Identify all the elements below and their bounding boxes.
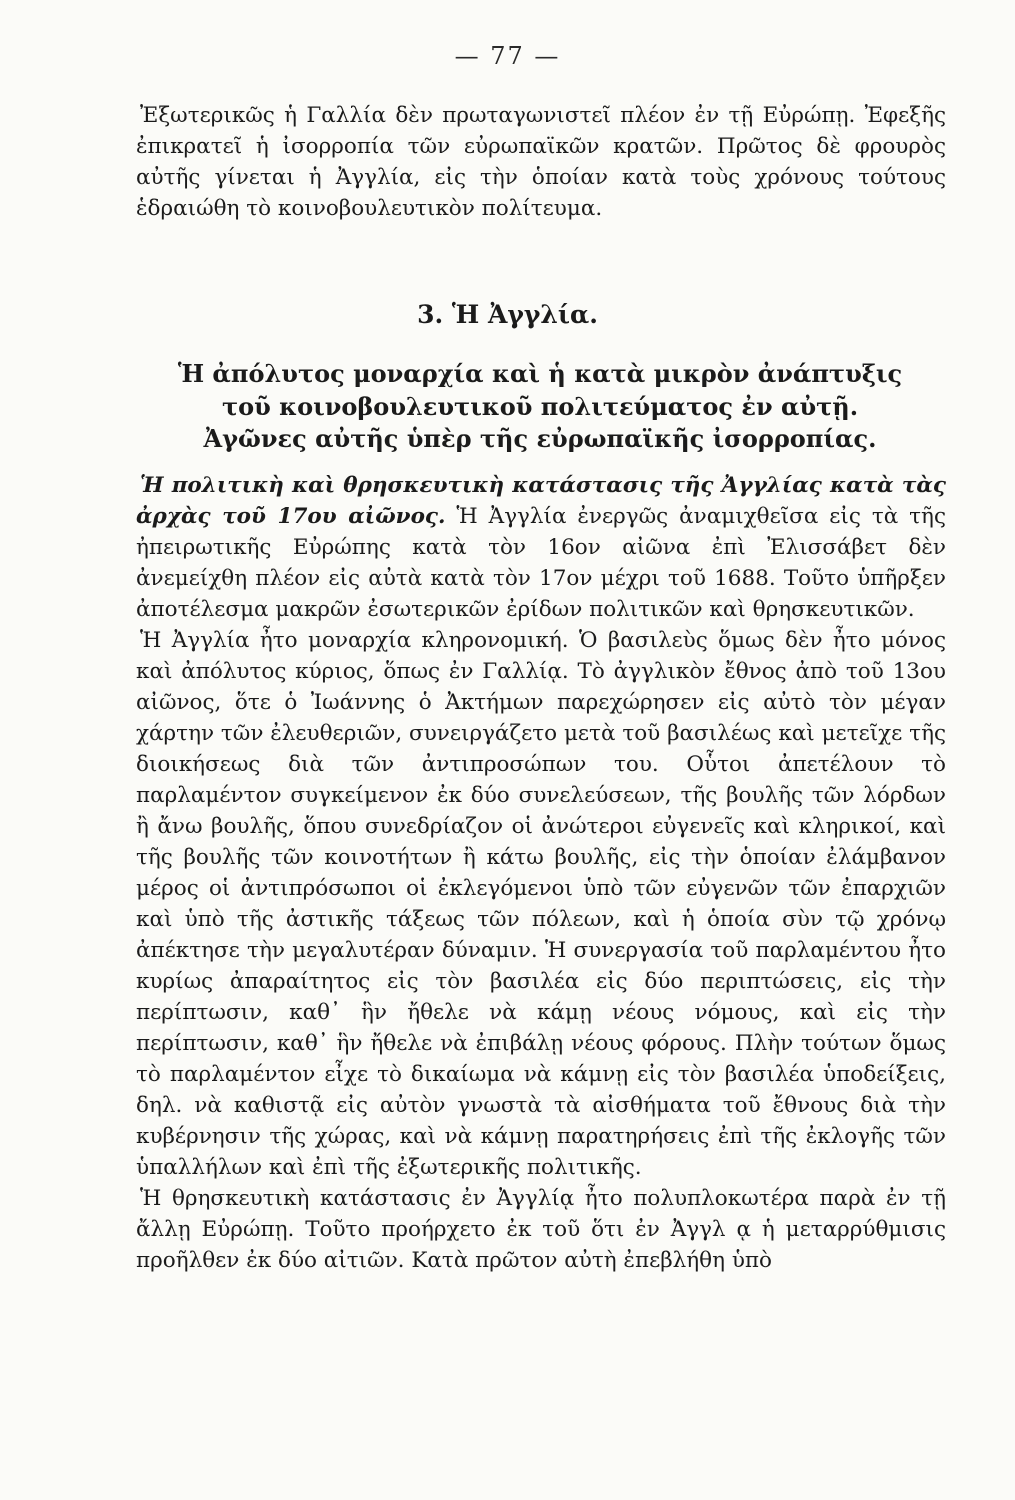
paragraph-3: Ἡ θρησκευτικὴ κατάστασις ἐν Ἀγγλίᾳ ἦτο πολυπλοκωτέρα παρὰ ἐν τῇ ἄλλῃ Εὐρώπῃ. Τοῦτο προήρχετο ἐκ τοῦ ὅτι ἐν Ἀγγλ ᾳ ἡ μεταρρύθμισις προῆλθεν ἐκ δύο αἰτιῶν. Κατὰ πρῶτον αὐτὴ ἐπεβλήθη ὑπὸ <box>136 1186 946 1273</box>
paragraph-2: Ἡ Ἀγγλία ἦτο μοναρχία κληρονομική. Ὁ βασιλεὺς ὅμως δὲν ἦτο μόνος καὶ ἀπόλυτος κύριος, ὅπως ἐν Γαλλίᾳ. Τὸ ἀγγλικὸν ἔθνος ἀπὸ τοῦ 13ου αἰῶνος, ὅτε ὁ Ἰωάννης ὁ Ἀκτήμων παρεχώρησεν εἰς αὐτὸ τὸν μέγαν χάρτην τῶν ἐλευθεριῶν, συνειργάζετο μετὰ τοῦ βασιλέως καὶ μετεῖχε τῆς διοικήσεως διὰ τῶν ἀντιπροσώπων του. Οὗτοι ἀπετέλουν τὸ παρλαμέντον συγκείμενον ἐκ δύο συνελεύσεων, τῆς βουλῆς τῶν λόρδων ἢ ἄνω βουλῆς, ὅπου συνεδρίαζον οἱ ἀνώτεροι εὐγενεῖς καὶ κληρικοί, καὶ τῆς βουλῆς τῶν κοινοτήτων ἢ κάτω βουλῆς, εἰς τὴν ὁποίαν ἐλάμβανον μέρος οἱ ἀντιπρόσωποι οἱ ἐκλεγόμενοι ὑπὸ τῶν εὐγενῶν τῶν ἐπαρχιῶν καὶ ὑπὸ τῆς ἀστικῆς τάξεως τῶν πόλεων, καὶ ἡ ὁποία σὺν τῷ χρόνῳ ἀπέκτησε τὴν μεγαλυτέραν δύναμιν. Ἡ συνεργασία τοῦ παρλαμέντου ἦτο κυρίως ἀπαραίτητος εἰς τὸν βασιλέα εἰς δύο περιπτώσεις, εἰς τὴν περίπτωσιν, καθ᾽ ἣν ἤθελε νὰ κάμῃ νέους νόμους, καὶ εἰς τὴν περίπτωσιν, καθ᾽ ἣν ἤθελε νὰ ἐπιβάλῃ νέους φόρους. Πλὴν τούτων ὅμως τὸ παρλαμέντον εἶχε τὸ δικαίωμα νὰ κάμνῃ εἰς τὸν βασιλέα ὑποδείξεις, δηλ. νὰ καθιστᾷ εἰς αὐτὸν γνωστὰ τὰ αἰσθήματα τοῦ ἔθνους διὰ τὴν κυβέρνησιν τῆς χώρας, καὶ νὰ κάμνῃ παρατηρήσεις ἐπὶ τῆς ἐκλογῆς τῶν ὑπαλλήλων καὶ ἐπὶ τῆς ἐξωτερικῆς πολιτικῆς. <box>136 628 946 1180</box>
lead-heading: Ἡ πολιτικὴ καὶ θρησκευτικὴ κατάστασις τῆς Ἀγγλίας κατὰ τὰς ἀρχὰς τοῦ 17ου αἰῶνος. <box>136 473 946 529</box>
paragraph-1 <box>136 470 946 625</box>
page-number: — 77 — <box>454 42 561 70</box>
body-text <box>136 470 946 1276</box>
section-heading: 3. Ἡ Ἀγγλία. <box>417 300 598 329</box>
section-subtitle-secondary: Ἀγῶνες αὐτῆς ὑπὲρ τῆς εὐρωπαϊκῆς ἰσορροπίας. <box>203 424 877 453</box>
intro-paragraph <box>136 100 946 224</box>
section-subtitle-main: Ἡ ἀπόλυτος μοναρχία καὶ ἡ κατὰ μικρὸν ἀνάπτυξις τοῦ κοινοβουλευτικοῦ πολιτεύματος ἐν αὐτῇ. <box>177 359 903 421</box>
paragraph-1-text: Ἡ Ἀγγλία ἐνεργῶς ἀναμιχθεῖσα εἰς τὰ τῆς ἠπειρωτικῆς Εὐρώπης κατὰ τὸν 16ον αἰῶνα ἐπὶ Ἐλισσάβετ δὲν ἀνεμείχθη πλέον εἰς αὐτὰ κατὰ τὸν 17ον μέχρι τοῦ 1688. Τοῦτο ὑπῆρξεν ἀποτέλεσμα μακρῶν ἐσωτερικῶν ἐρίδων πολιτικῶν καὶ θρησκευτικῶν. <box>136 504 946 622</box>
intro-text: Ἐξωτερικῶς ἡ Γαλλία δὲν πρωταγωνιστεῖ πλέον ἐν τῇ Εὐρώπῃ. Ἐφεξῆς ἐπικρατεῖ ἡ ἰσορροπία τῶν εὐρωπαϊκῶν κρατῶν. Πρῶτος δὲ φρουρὸς αὐτῆς γίνεται ἡ Ἀγγλία, εἰς τὴν ὁποίαν κατὰ τοὺς χρόνους τούτους ἑδραιώθη τὸ κοινοβουλευτικὸν πολίτευμα. <box>136 103 946 221</box>
